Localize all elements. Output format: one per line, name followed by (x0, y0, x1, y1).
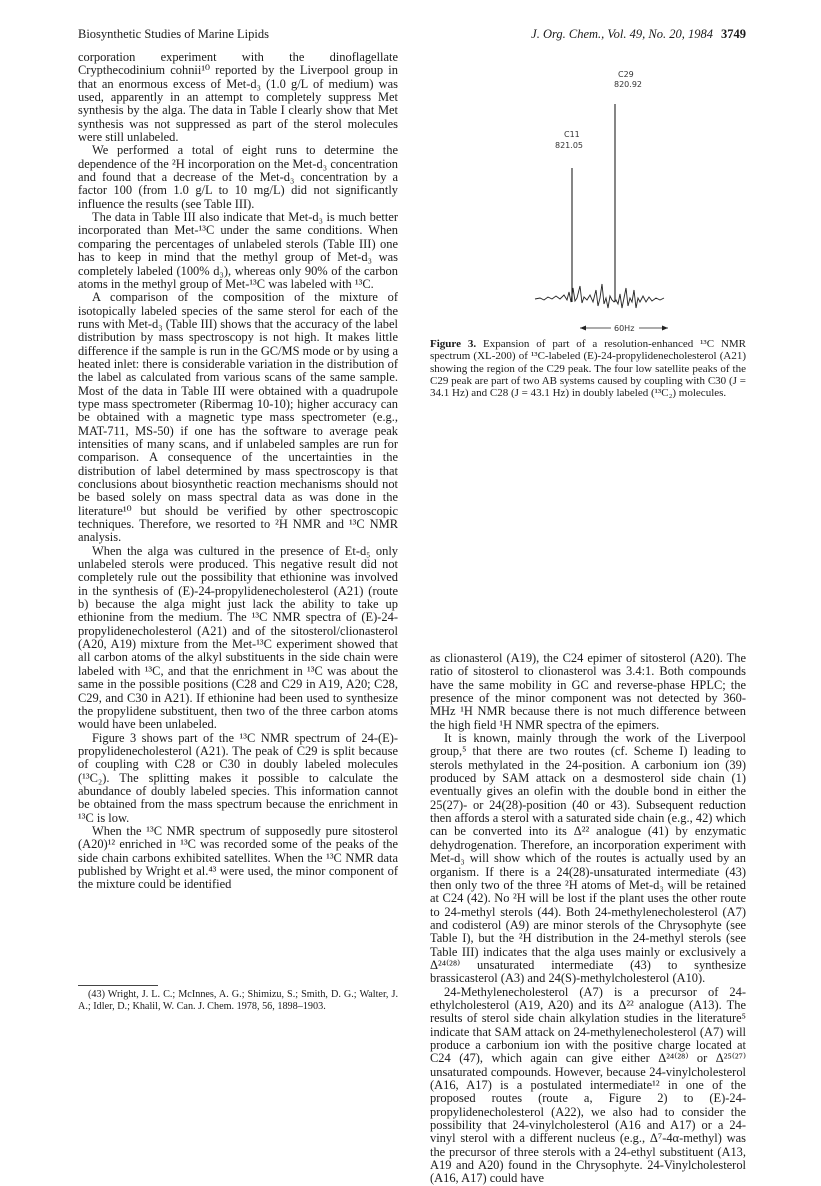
paragraph: It is known, mainly through the work of the Liverpool group,⁵ that there are two routes (cf. Scheme I) leading to sterols methylated in the 24-position. A carbonium ion (39) produced by SAM attack on a desmosterol side chain (1) eventually gives an olefin with the double bond in either the 25(27)- or 24(28)-position (40 or 43). Subsequent reduction then affords a sterol with a saturated side chain (e.g., 42) which can be converted into its Δ²² analogue (41) by enzymatic dehydrogenation. Therefore, an incorporation experiment with Met-d₃ will show which of the routes is actually used by an organism. If there is a 24(28)-unsaturated intermediate (43) then only two of the three ²H atoms of Met-d₃ will be retained at C24 (42). No ²H will be lost if the plant uses the other route to 24-methyl sterols (44). Both 24-methylenecholesterol (A7) and codisterol (A9) are minor sterols of the Chrysophyte (see Table I), but the ²H distribution in the 24-methyl sterols (see Table III) indicates that the alga uses mainly or exclusively a Δ²⁴⁽²⁸⁾ unsaturated intermediate (43) to synthesize brassicasterol (A3) and 24(S)-methylcholesterol (A10). (430, 731, 746, 986)
right-column (430, 652, 746, 1186)
journal-citation: J. Org. Chem., Vol. 49, No. 20, 1984 (531, 27, 713, 41)
spectrum-baseline (535, 284, 664, 308)
paragraph: When the alga was cultured in the presence of Et-d₅ only unlabeled sterols were produced. This negative result did not completely rule out the possibility that ethionine was involved in the synthesis of (E)-24-propylidenecholesterol (A21) (route b) because the alga might just lack the ability to take up ethionine from the medium. The ¹³C NMR spectra of (E)-24-propylidenecholesterol (A21) and of the sitosterol/clionasterol (A20, A19) mixture from the Met-¹³C experiment showed that all carbon atoms of the alkyl substituents in the side chain were labeled with ¹³C, and that the enrichment in ¹³C was about the same in the possible positions (C28 and C29 in A19, A20; C28, C29, and C30 in A21). If ethionine had been used to synthesize the propylidene substituent, then two of the three carbon atoms would have been unlabeled. (78, 543, 398, 732)
running-header-title: Biosynthetic Studies of Marine Lipids (78, 27, 269, 41)
scale-arrow-left (580, 326, 586, 331)
paragraph: The data in Table III also indicate that Met-d₃ is much better incorporated than Met-¹³C under the same conditions. When comparing the percentages of unlabeled sterols (Table III) one has to keep in mind that the methyl group of Met-d₃ was completely labeled (100% d₃), whereas only 90% of the carbon atoms in the methyl group of Met-¹³C was labeled with ¹³C. (78, 210, 398, 291)
running-header-citation (531, 27, 746, 42)
footnote-rule (78, 985, 158, 986)
scale-arrow-right (662, 326, 668, 331)
page-number: 3749 (721, 27, 746, 41)
peak-c11-label: C11 (564, 130, 580, 139)
figure-caption-label: Figure 3. (430, 338, 477, 350)
figure-caption (430, 338, 746, 399)
nmr-spectrum (430, 52, 746, 334)
paragraph: Figure 3 shows part of the ¹³C NMR spectrum of 24-(E)-propylidenecholesterol (A21). The peak of C29 is split because of coupling with C28 or C30 in doubly labeled molecules (¹³C₂). The splitting makes it possible to calculate the abundance of doubly labeled species. This information cannot be obtained from the mass spectrum because the enrichment in ¹³C is low. (78, 730, 398, 825)
peak-c29-label: C29 (618, 70, 634, 79)
paragraph: as clionasterol (A19), the C24 epimer of sitosterol (A20). The ratio of sitosterol to clionasterol was 3.4:1. Both compounds have the same mobility in GC and reverse-phase HPLC; the presence of the minor component was not detected by 360-MHz ¹H NMR because there is not much difference between the high field ¹H NMR spectra of the epimers. (430, 651, 746, 732)
peak-c29-shift: 820.92 (614, 80, 642, 89)
paragraph: A comparison of the composition of the mixture of isotopically labeled species of the same sterol for each of the runs with Met-d₃ (Table III) shows that the accuracy of the label distribution by mass spectroscopy is not high. It makes little difference if the sample is run in the GC/MS mode or by using a heated inlet: there is considerable variation in the distribution of the label as calculated from various scans of the same sample. Most of the data in Table III were obtained with a quadrupole type mass spectrometer (Ribermag 10-10); higher accuracy can be obtained with a magnetic type mass spectrometer (e.g., MAT-711, MS-50) if one has the software to average peak intensities of many scans, and if unlabeled samples are run for comparison. A consequence of the uncertainties in the distribution of label determined by mass spectroscopy is that conclusions about biosynthetic reaction mechanisms should not be based solely on mass spectral data as was done in the literature¹⁰ but should be verified by other spectroscopic techniques. Therefore, we resorted to ²H NMR and ¹³C NMR analysis. (78, 290, 398, 545)
paragraph: We performed a total of eight runs to determine the dependence of the ²H incorporation on the Met-d₃ concentration and found that a decrease of the Met-d₃ concentration by a factor 100 (from 1.0 g/L to 10 mg/L) did not significantly influence the results (see Table III). (78, 143, 398, 211)
paragraph: corporation experiment with the dinoflagellate Crypthecodinium cohnii¹⁰ reported by the Liverpool group in that an enormous excess of Met-d₃ (1.0 g/L of medium) was used, apparently in an attempt to completely suppress Met synthesis by the alga. The data in Table I clearly show that Met synthesis was not suppressed as part of the sterol molecules were still unlabeled. (78, 50, 398, 145)
paragraph: 24-Methylenecholesterol (A7) is a precursor of 24-ethylcholesterol (A19, A20) and its Δ²² analogue (A13). The results of sterol side chain alkylation studies in the literature⁵ indicate that SAM attack on 24-methylenecholesterol (A7) will produce a carbonium ion with the positive charge located at C24 (47), which again can give either Δ²⁴⁽²⁸⁾ or Δ²⁵⁽²⁷⁾ unsaturated compounds. However, because 24-vinylcholesterol (A16, A17) is a postulated intermediate¹² in one of the proposed routes (route a, Figure 2) to (E)-24-propylidenecholesterol (A22), we also had to consider the possibility that 24-vinylcholesterol (A16 and A17) or a 24-vinyl sterol with a different nucleus (e.g., Δ⁷-4α-methyl) was the precursor of three sterols with a 24-ethyl substituent (A13, A19 and A20) found in the Chrysophyte. 24-Vinylcholesterol (A16, A17) could have (430, 984, 746, 1186)
left-column (78, 51, 398, 892)
scale-label: 60Hz (614, 324, 635, 333)
footnote: (43) Wright, J. L. C.; McInnes, A. G.; Shimizu, S.; Smith, D. G.; Walter, J. A.; Idler, D.; Khalil, W. Can. J. Chem. 1978, 56, 1898–1903. (78, 989, 398, 1012)
paragraph: When the ¹³C NMR spectrum of supposedly pure sitosterol (A20)¹² enriched in ¹³C was recorded some of the peaks of the side chain carbons exhibited satellites. When the ¹³C NMR data published by Wright et al.⁴³ were used, the minor component of the mixture could be identified (78, 823, 398, 892)
figure-3 (430, 52, 746, 334)
peak-c11-shift: 821.05 (555, 141, 583, 150)
figure-caption-text: Expansion of part of a resolution-enhanced ¹³C NMR spectrum (XL-200) of ¹³C-labeled (E)-24-propylidenecholesterol (A21) showing the region of the C29 peak. The four low satellite peaks of the C29 peak are part of two AB systems caused by coupling with C30 (J = 34.1 Hz) and C28 (J = 43.1 Hz) in doubly labeled (¹³C₂) molecules. (430, 338, 746, 400)
running-header (78, 27, 746, 43)
